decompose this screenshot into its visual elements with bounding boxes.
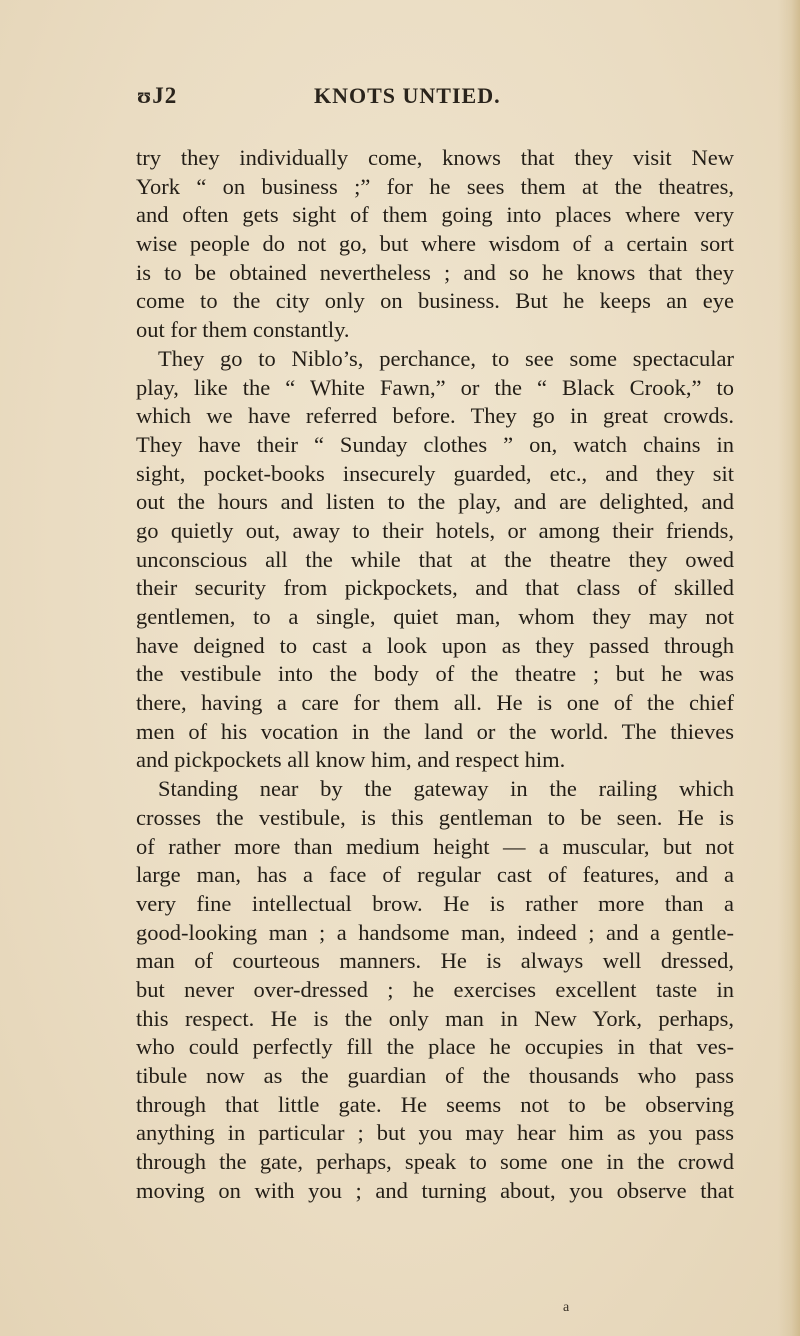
body-text xyxy=(136,144,734,1205)
text-line: which we have referred before. They go in great crowds. xyxy=(136,403,734,429)
text-line: their security from pickpockets, and that class of skilled xyxy=(136,575,734,601)
text-line: there, having a care for them all. He is one of the chief xyxy=(136,690,734,716)
text-line: and often gets sight of them going into places where very xyxy=(136,202,734,228)
text-line: out for them constantly. xyxy=(136,317,350,343)
text-line: large man, has a face of regular cast of features, and a xyxy=(136,862,734,888)
text-line: play, like the “ White Fawn,” or the “ Black Crook,” to xyxy=(136,374,734,400)
text-line: man of courteous manners. He is always well dressed, xyxy=(136,948,734,974)
text-line: and pickpockets all know him, and respect him. xyxy=(136,747,566,773)
text-line: through that little gate. He seems not to be observing xyxy=(136,1091,734,1117)
text-line: wise people do not go, but where wisdom of a certain sort xyxy=(136,231,734,257)
text-line: anything in particular ; but you may hear him as you pass xyxy=(136,1120,734,1146)
page-header xyxy=(0,83,800,113)
text-line: but never over-dressed ; he exercises excellent taste in xyxy=(136,976,734,1002)
text-line: of rather more than medium height — a muscular, but not xyxy=(136,833,734,859)
text-line: men of his vocation in the land or the world. The thieves xyxy=(136,718,734,744)
page-number: ʊJ2 xyxy=(137,83,178,108)
text-line: who could perfectly fill the place he occupies in that ves- xyxy=(136,1034,734,1060)
text-line: is to be obtained nevertheless ; and so he knows that they xyxy=(136,259,734,285)
running-head: KNOTS UNTIED. xyxy=(314,83,501,108)
text-line: gentlemen, to a single, quiet man, whom they may not xyxy=(136,604,734,629)
text-line: York “ on business ;” for he sees them at the theatres, xyxy=(136,173,734,199)
text-line: crosses the vestibule, is this gentleman to be seen. He is xyxy=(136,804,734,830)
text-line: They have their “ Sunday clothes ” on, watch chains in xyxy=(136,431,734,457)
text-line: Standing near by the gateway in the railing which xyxy=(158,776,734,802)
page-edge-shadow xyxy=(778,0,800,1336)
text-line: through the gate, perhaps, speak to some one in the crowd xyxy=(136,1149,734,1175)
text-line: come to the city only on business. But he keeps an eye xyxy=(136,288,734,314)
text-line: try they individually come, knows that they visit New xyxy=(136,145,734,170)
text-line: this respect. He is the only man in New York, perhaps, xyxy=(136,1005,734,1031)
text-line: out the hours and listen to the play, and are delighted, and xyxy=(136,489,734,515)
text-line: the vestibule into the body of the theatre ; but he was xyxy=(136,661,734,687)
text-line: unconscious all the while that at the theatre they owed xyxy=(136,546,734,572)
text-line: go quietly out, away to their hotels, or among their friends, xyxy=(136,517,734,543)
text-line: good-looking man ; a handsome man, indeed ; and a gentle- xyxy=(136,919,734,945)
text-line: moving on with you ; and turning about, you observe that xyxy=(136,1177,734,1203)
text-line: sight, pocket-books insecurely guarded, etc., and they sit xyxy=(136,460,734,486)
signature-mark: a xyxy=(563,1300,570,1315)
text-line: have deigned to cast a look upon as they passed through xyxy=(136,632,734,658)
text-line: They go to Niblo’s, perchance, to see some spectacular xyxy=(158,345,734,371)
text-line: tibule now as the guardian of the thousands who pass xyxy=(136,1063,734,1088)
text-line: very fine intellectual brow. He is rather more than a xyxy=(136,890,734,916)
